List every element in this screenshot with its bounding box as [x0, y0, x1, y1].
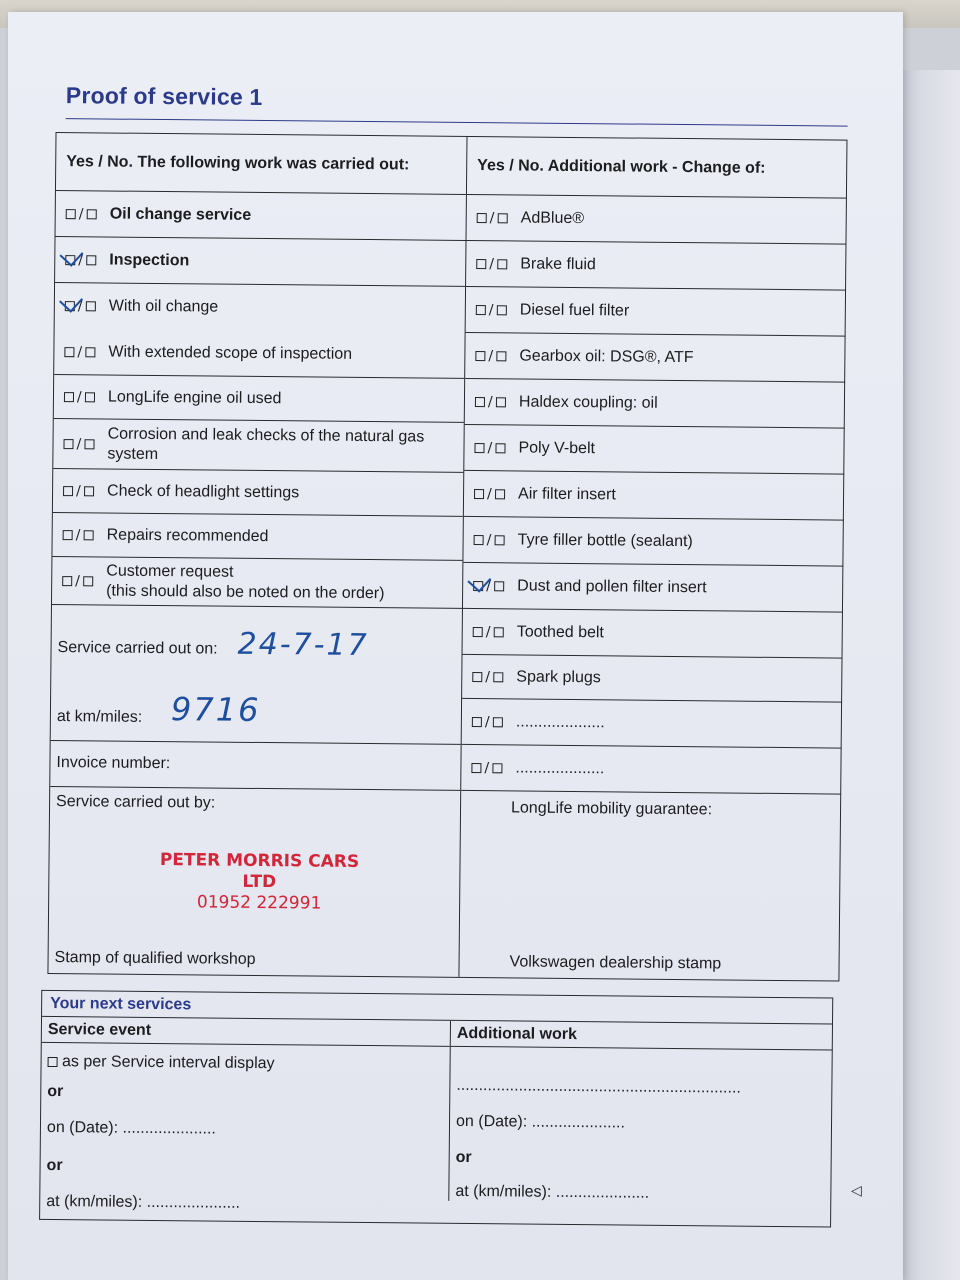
no-box[interactable]: [493, 627, 503, 637]
list-item[interactable]: [466, 287, 846, 337]
no-box[interactable]: [494, 581, 504, 591]
yes-box[interactable]: [477, 213, 487, 223]
additional-work-column: [458, 137, 847, 981]
additional-date-field[interactable]: on (Date): .....................: [455, 1112, 626, 1132]
item-label: Toothed belt: [516, 622, 605, 641]
item-label-line1: Customer request: [106, 562, 234, 581]
guarantee-label: LongLife mobility guarantee:: [510, 799, 713, 819]
list-item[interactable]: [466, 241, 846, 291]
service-book-page: [8, 12, 903, 1280]
service-date-mileage-block: [51, 605, 462, 745]
left-header: [56, 133, 467, 195]
yes-no-checkbox[interactable]: /: [466, 255, 520, 272]
yes-box[interactable]: [476, 259, 486, 269]
list-item[interactable]: [463, 609, 843, 659]
list-item[interactable]: [52, 557, 462, 609]
no-box[interactable]: [497, 213, 507, 223]
no-box[interactable]: [493, 717, 503, 727]
yes-no-checkbox[interactable]: /: [54, 388, 108, 405]
yes-box[interactable]: [63, 439, 73, 449]
next-km-field[interactable]: at (km/miles): .....................: [46, 1192, 241, 1212]
interval-checkbox[interactable]: [48, 1054, 58, 1070]
yes-no-checkbox[interactable]: /: [461, 759, 515, 776]
dealer-stamp-block: [459, 791, 841, 981]
page-content: [45, 82, 856, 1240]
yes-box[interactable]: [63, 530, 73, 540]
interval-option[interactable]: [48, 1053, 275, 1073]
list-item[interactable]: [53, 469, 463, 517]
item-label: With oil change: [108, 297, 219, 316]
yes-no-checkbox[interactable]: /: [55, 298, 109, 315]
item-label: Diesel fuel filter: [519, 300, 630, 320]
or-label: or: [47, 1082, 64, 1101]
yes-box-checked[interactable]: [473, 581, 483, 591]
additional-km-field[interactable]: at (km/miles): .....................: [455, 1182, 650, 1202]
yes-box[interactable]: [472, 717, 482, 727]
yes-box[interactable]: [66, 209, 76, 219]
stamp-caption: Stamp of qualified workshop: [54, 949, 256, 968]
next-services-table: [39, 990, 833, 1228]
no-box[interactable]: [86, 301, 96, 311]
yes-no-checkbox[interactable]: /: [52, 572, 106, 589]
list-item[interactable]: [464, 471, 844, 521]
item-label: Air filter insert: [517, 484, 616, 503]
yes-no-checkbox[interactable]: /: [465, 347, 519, 364]
no-box[interactable]: [496, 351, 506, 361]
yes-no-checkbox[interactable]: /: [53, 526, 107, 543]
list-item[interactable]: [464, 425, 844, 475]
stamp-line: LTD: [242, 871, 277, 893]
item-label: Corrosion and leak checks of the natural gas system: [107, 425, 425, 463]
interval-box[interactable]: [48, 1057, 58, 1067]
yes-box[interactable]: [64, 392, 74, 402]
list-item[interactable]: [54, 375, 464, 423]
yes-box[interactable]: [475, 351, 485, 361]
yes-box[interactable]: [472, 672, 482, 682]
yes-box[interactable]: [474, 535, 484, 545]
yes-box[interactable]: [62, 576, 72, 586]
list-item[interactable]: [462, 699, 842, 749]
right-header-label: Yes / No. Additional work - Change of:: [477, 156, 766, 177]
yes-no-checkbox[interactable]: /: [56, 206, 110, 223]
no-box[interactable]: [84, 486, 94, 496]
item-label: Poly V-belt: [518, 438, 596, 457]
yes-no-checkbox[interactable]: /: [53, 435, 107, 452]
page-title: Proof of service 1: [65, 82, 263, 110]
yes-box[interactable]: [63, 486, 73, 496]
stamp-line: PETER MORRIS CARS: [159, 850, 360, 872]
title-rule: [66, 118, 848, 127]
item-label: AdBlue®: [520, 208, 585, 227]
yes-box[interactable]: [64, 347, 74, 357]
item-label: LongLife engine oil used: [107, 388, 282, 407]
item-label: [106, 561, 385, 604]
item-label: Tyre filler bottle (sealant): [517, 530, 693, 550]
yes-box-checked[interactable]: [65, 301, 75, 311]
invoice-row[interactable]: [50, 741, 460, 791]
yes-no-checkbox[interactable]: /: [462, 713, 516, 730]
no-box[interactable]: [86, 209, 96, 219]
yes-box[interactable]: [476, 305, 486, 315]
item-label: Brake fluid: [520, 254, 596, 273]
list-item[interactable]: [53, 419, 463, 473]
list-item[interactable]: [463, 517, 843, 567]
item-label: Haldex coupling: oil: [518, 392, 658, 412]
item-label: Spark plugs: [516, 667, 601, 686]
work-carried-out-column: [48, 133, 466, 977]
item-label: ....................: [515, 712, 605, 731]
list-item[interactable]: [462, 655, 842, 703]
no-box[interactable]: [85, 392, 95, 402]
no-box[interactable]: [492, 763, 502, 773]
no-box[interactable]: [496, 397, 506, 407]
workshop-stamp: [149, 850, 370, 915]
no-box[interactable]: [497, 259, 507, 269]
yes-no-checkbox[interactable]: /: [467, 209, 521, 226]
no-box[interactable]: [83, 530, 93, 540]
list-item[interactable]: [465, 333, 845, 383]
no-box[interactable]: [85, 347, 95, 357]
yes-box[interactable]: [474, 443, 484, 453]
no-box[interactable]: [493, 672, 503, 682]
service-date-label: Service carried out on:: [57, 639, 218, 658]
list-item[interactable]: [465, 379, 845, 429]
item-label: With extended scope of inspection: [108, 343, 353, 363]
no-box[interactable]: [83, 576, 93, 586]
yes-no-checkbox[interactable]: /: [55, 252, 109, 269]
right-header: [467, 137, 848, 199]
next-date-field[interactable]: on (Date): .....................: [46, 1118, 216, 1138]
no-box[interactable]: [494, 535, 504, 545]
list-item[interactable]: [466, 195, 846, 245]
yes-no-checkbox[interactable]: /: [466, 301, 520, 318]
additional-work-field[interactable]: ................................................................: [456, 1076, 741, 1097]
interval-option-label: as per Service interval display: [61, 1053, 275, 1073]
yes-no-checkbox[interactable]: /: [464, 439, 518, 456]
no-box[interactable]: [86, 255, 96, 265]
list-item[interactable]: [55, 283, 465, 333]
carried-out-by-block: [48, 787, 460, 977]
stamp-line: 01952 222991: [196, 892, 322, 914]
yes-box[interactable]: [471, 763, 481, 773]
yes-box[interactable]: [473, 627, 483, 637]
yes-box[interactable]: [475, 397, 485, 407]
left-header-label: Yes / No. The following work was carried out:: [66, 152, 410, 173]
item-label: Repairs recommended: [106, 526, 269, 545]
list-item[interactable]: [461, 745, 841, 795]
dealer-stamp-caption: Volkswagen dealership stamp: [509, 953, 722, 973]
yes-no-checkbox[interactable]: /: [464, 531, 518, 548]
no-box[interactable]: [84, 439, 94, 449]
service-date-handwritten[interactable]: 24-7-17: [237, 626, 369, 664]
invoice-label: Invoice number:: [56, 754, 171, 773]
item-label: ....................: [515, 758, 605, 777]
item-label: Gearbox oil: DSG®, ATF: [519, 346, 694, 366]
item-label-line2: (this should also be noted on the order): [106, 582, 385, 602]
list-item[interactable]: [55, 237, 465, 287]
yes-no-checkbox[interactable]: /: [54, 343, 108, 360]
yes-no-checkbox[interactable]: /: [462, 668, 516, 685]
list-item[interactable]: [56, 191, 466, 241]
next-services-title: Your next services: [42, 991, 832, 1025]
yes-no-checkbox[interactable]: /: [53, 482, 107, 499]
list-item[interactable]: [52, 513, 462, 561]
yes-no-checkbox[interactable]: /: [463, 577, 517, 594]
yes-no-checkbox[interactable]: /: [463, 623, 517, 640]
or-label: or: [46, 1156, 63, 1175]
additional-work-next-column: [448, 1021, 833, 1205]
yes-no-checkbox[interactable]: /: [464, 485, 518, 502]
no-box[interactable]: [495, 443, 505, 453]
service-event-column: [40, 1017, 450, 1225]
additional-work-header: Additional work: [451, 1021, 833, 1051]
item-label: Check of headlight settings: [106, 482, 300, 501]
service-event-header: Service event: [42, 1017, 450, 1047]
item-label: Inspection: [109, 251, 190, 269]
no-box[interactable]: [497, 305, 507, 315]
page-turn-arrow-icon: ◁: [851, 1182, 862, 1198]
carried-out-by-label: Service carried out by:: [56, 793, 216, 812]
yes-box[interactable]: [474, 489, 484, 499]
mileage-label: at km/miles:: [56, 708, 143, 726]
list-item[interactable]: [463, 563, 843, 613]
or-label: or: [455, 1148, 472, 1167]
service-record-table: [47, 132, 847, 982]
yes-box-checked[interactable]: [65, 255, 75, 265]
yes-no-checkbox[interactable]: /: [465, 393, 519, 410]
next-page-edge: [895, 70, 960, 1280]
list-item[interactable]: [54, 329, 464, 379]
mileage-handwritten[interactable]: 9716: [170, 690, 261, 729]
item-label: Dust and pollen filter insert: [517, 576, 707, 596]
no-box[interactable]: [495, 489, 505, 499]
item-label: Oil change service: [109, 205, 252, 224]
